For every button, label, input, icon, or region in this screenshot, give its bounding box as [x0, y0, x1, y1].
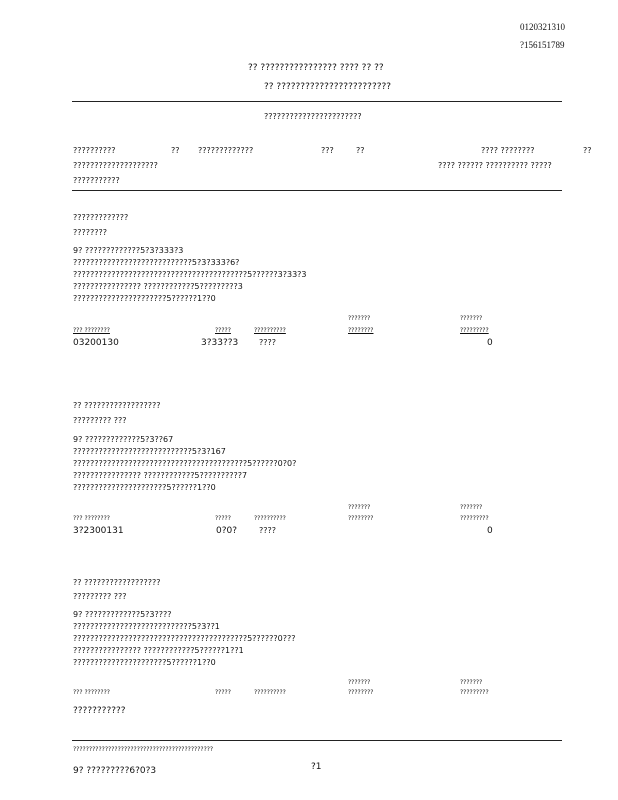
item-line: ????????????????????????????5?3?167 — [73, 447, 226, 456]
info-field: ???????????????????? — [73, 161, 158, 170]
column-header-top: ??????? — [460, 315, 483, 322]
info-field: ?????????? — [73, 146, 116, 155]
item-line: ??????????????????????5??????1??0 — [73, 294, 216, 303]
item-line: ?????????????????????????????????????????5??????3?33?3 — [73, 270, 307, 279]
footer-divider — [72, 740, 562, 741]
column-header: ?????????? — [254, 327, 286, 334]
page-title: ?? ???????????????? ???? ?? ?? — [248, 63, 384, 73]
value-cell: ???? — [259, 338, 276, 347]
info-field: ????????????? — [198, 146, 254, 155]
item-subname: ????????? ??? — [73, 592, 127, 601]
item-name: ????????????? — [73, 213, 129, 222]
value-cell: 03200130 — [73, 338, 119, 348]
item-line: ???????????????? ????????????5?????????3 — [73, 282, 243, 291]
item-line: 9? ?????????????5?3???? — [73, 610, 172, 619]
value-cell: 0 — [487, 526, 493, 536]
item-subname: ????????? ??? — [73, 416, 127, 425]
item-line: ???????????????? ????????????5??????????7 — [73, 471, 248, 480]
value-cell: 0?0? — [216, 526, 238, 536]
item-name: ?? ?????????????????? — [73, 578, 161, 587]
item-line: 9? ?????????????5?3?333?3 — [73, 246, 184, 255]
column-header: ?????????? — [254, 689, 286, 696]
column-header-top: ??????? — [348, 315, 371, 322]
column-header: ????????? — [460, 327, 489, 334]
column-header: ?????????? — [254, 515, 286, 522]
column-header: ???????? — [348, 327, 374, 334]
info-field: ??????????? — [73, 176, 120, 185]
item-line: ???????????????? ????????????5??????1??1 — [73, 646, 244, 655]
info-field: ?? — [356, 146, 365, 155]
item-line: ??????????????????????5??????1??0 — [73, 483, 216, 492]
column-header: ???????? — [348, 689, 374, 696]
info-field: ??? — [321, 146, 334, 155]
document-code: 0120321310 — [520, 22, 565, 32]
column-header: ??? ???????? — [73, 515, 110, 522]
item-line: ?????????????????????????????????????????5??????0??? — [73, 634, 296, 643]
page-number: ?1 — [311, 762, 322, 772]
item-line: 9? ?????????????5?3??67 — [73, 435, 174, 444]
info-field: ?? — [171, 146, 180, 155]
value-cell: 0 — [487, 338, 493, 348]
column-header-top: ??????? — [460, 504, 483, 511]
footer-left: 9? ?????????6?0?3 — [73, 766, 157, 776]
info-divider — [72, 190, 562, 191]
item-line: ?????????????????????????????????????????5??????0?0? — [73, 459, 297, 468]
value-cell: ???? — [259, 526, 276, 535]
value-cell: ??????????? — [73, 706, 126, 716]
column-header: ????? — [215, 327, 231, 334]
item-name: ?? ?????????????????? — [73, 401, 161, 410]
header-divider — [72, 101, 562, 102]
column-header: ????????? — [460, 689, 489, 696]
document-id: ?156151789 — [520, 40, 565, 50]
item-line: ????????????????????????????5?3??1 — [73, 622, 220, 631]
column-header-top: ??????? — [348, 679, 371, 686]
column-header: ??? ???????? — [73, 327, 110, 334]
column-header: ???????? — [348, 515, 374, 522]
column-header: ????? — [215, 515, 231, 522]
column-header-top: ??????? — [348, 504, 371, 511]
info-field: ???? ???????? — [481, 146, 535, 155]
page-subtitle: ?? ???????????????????????? — [264, 82, 392, 92]
item-line: ????????????????????????????5?3?333?6? — [73, 258, 240, 267]
column-header: ????????? — [460, 515, 489, 522]
column-header: ??? ???????? — [73, 689, 110, 696]
section-heading: ??????????????????????? — [264, 112, 362, 121]
value-cell: 3?33??3 — [201, 338, 239, 348]
column-header: ????? — [215, 689, 231, 696]
info-field: ???? ?????? ?????????? ????? — [438, 161, 552, 170]
info-field: ?? — [583, 146, 592, 155]
value-cell: 3?2300131 — [73, 526, 124, 536]
column-header-top: ??????? — [460, 679, 483, 686]
item-subname: ???????? — [73, 228, 107, 237]
footer-note: ???????????????????????????????????????????? — [73, 746, 214, 753]
item-line: ??????????????????????5??????1??0 — [73, 658, 216, 667]
